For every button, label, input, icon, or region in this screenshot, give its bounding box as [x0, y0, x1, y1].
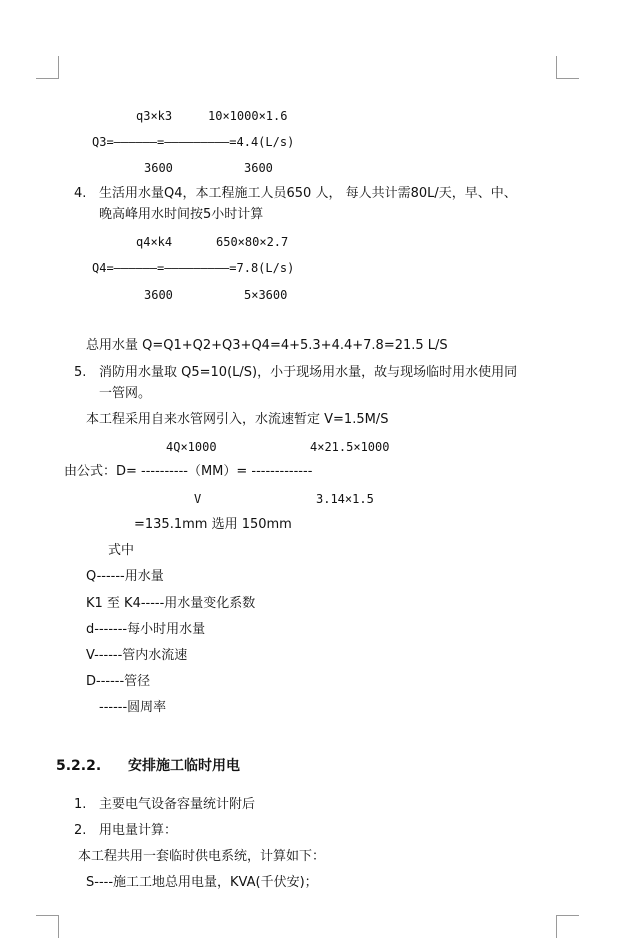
q4-equation: Q4=——————=—————————=7.8(L/s) — [92, 261, 295, 275]
power-intro: 本工程共用一套临时供电系统，计算如下： — [78, 849, 326, 864]
power-item1-number: 1. — [74, 797, 87, 812]
formula-denominator-right: 3.14×1.5 — [316, 492, 374, 506]
crop-mark-top-right — [556, 56, 579, 79]
legend-heading: 式中 — [108, 543, 135, 558]
legend-item-pi: ------圆周率 — [99, 700, 167, 715]
item4-number: 4. — [74, 186, 87, 201]
formula-numerator-right: 4×21.5×1000 — [310, 440, 390, 454]
item5-line1: 消防用水量取 Q5=10(L/S)，小于现场用水量，故与现场临时用水使用同 — [99, 365, 518, 380]
q3-numerator-right: 10×1000×1.6 — [208, 109, 288, 123]
q4-numerator-left: q4×k4 — [136, 235, 173, 249]
power-item1-text: 主要电气设备容量统计附后 — [99, 797, 256, 812]
item5-line2: 一管网。 — [99, 386, 152, 401]
legend-item-d-upper: D------管径 — [86, 674, 151, 689]
power-s-definition: S----施工工地总用电量，KVA(千伏安)； — [86, 875, 318, 890]
crop-mark-bottom-right — [556, 915, 579, 938]
formula-result: =135.1mm 选用 150mm — [134, 517, 292, 532]
power-item2-number: 2. — [74, 823, 87, 838]
q4-denominator-left: 3600 — [144, 288, 173, 302]
legend-item-d-lower: d-------每小时用水量 — [86, 622, 206, 637]
crop-mark-bottom-left — [36, 915, 59, 938]
formula-main: 由公式：D= ----------（MM）= ------------- — [64, 464, 313, 479]
item5-number: 5. — [74, 365, 87, 380]
q4-denominator-right: 5×3600 — [244, 288, 288, 302]
formula-numerator-left: 4Q×1000 — [166, 440, 217, 454]
pipe-intro: 本工程采用自来水管网引入，水流速暂定 V=1.5M/S — [86, 412, 389, 427]
section-title: 安排施工临时用电 — [128, 758, 240, 774]
formula-denominator-left: V — [194, 492, 202, 506]
q3-numerator-left: q3×k3 — [136, 109, 173, 123]
crop-mark-top-left — [36, 56, 59, 79]
legend-item-v: V------管内水流速 — [86, 648, 188, 663]
total-water-usage: 总用水量 Q=Q1+Q2+Q3+Q4=4+5.3+4.4+7.8=21.5 L/S — [86, 338, 448, 353]
power-item2-text: 用电量计算： — [99, 823, 178, 838]
item4-line2: 晚高峰用水时间按5小时计算 — [99, 207, 264, 222]
legend-item-q: Q------用水量 — [86, 569, 164, 584]
legend-item-k: K1 至 K4-----用水量变化系数 — [86, 596, 256, 611]
q3-denominator-right: 3600 — [244, 161, 273, 175]
section-number: 5.2.2. — [56, 758, 102, 774]
q4-numerator-right: 650×80×2.7 — [216, 235, 289, 249]
item4-line1: 生活用水量Q4，本工程施工人员650 人， 每人共计需80L/天，早、中、 — [99, 186, 517, 201]
q3-equation: Q3=——————=—————————=4.4(L/s) — [92, 135, 295, 149]
q3-denominator-left: 3600 — [144, 161, 173, 175]
